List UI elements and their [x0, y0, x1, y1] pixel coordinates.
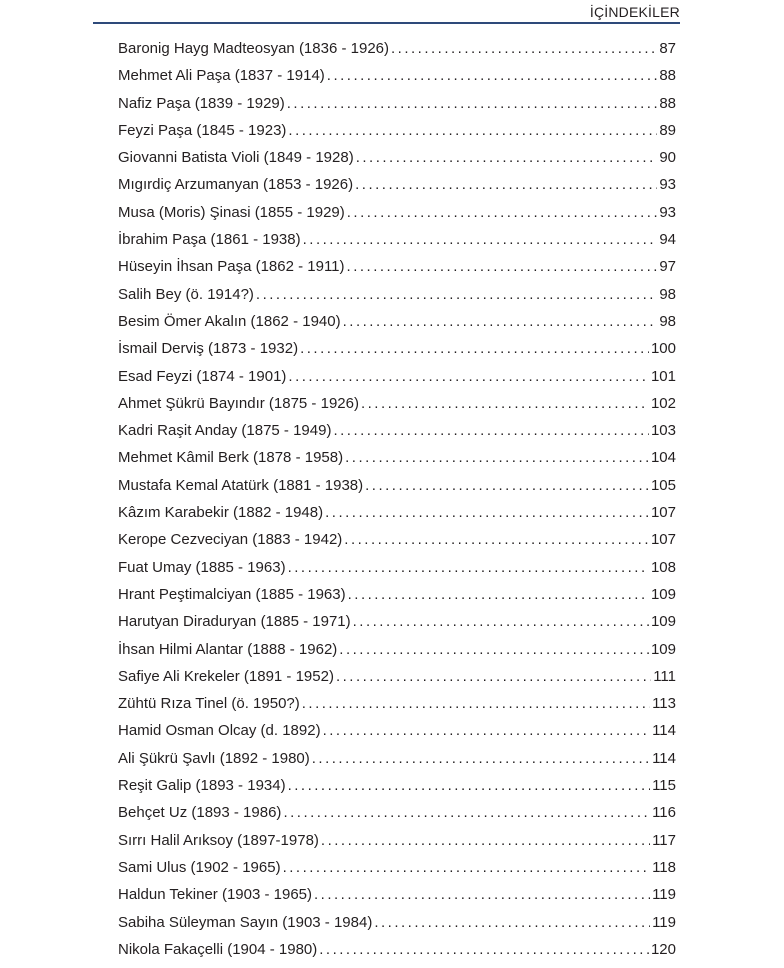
dot-leader: [300, 340, 649, 357]
dot-leader: [288, 368, 649, 385]
toc-entry: [118, 286, 676, 313]
toc-entry: [118, 832, 676, 859]
dot-leader: [323, 722, 651, 739]
dot-leader: [339, 641, 649, 658]
toc-entry-page: 111: [653, 667, 676, 685]
toc-entry: [118, 586, 676, 613]
toc-entry-page: 120: [650, 940, 676, 958]
toc-entry-title: Mıgırdiç Arzumanyan (1853 - 1926): [118, 176, 354, 194]
dot-leader: [343, 313, 658, 330]
toc-entry-page: 89: [659, 121, 676, 139]
toc-entry-page: 97: [659, 258, 676, 276]
dot-leader: [348, 586, 649, 603]
toc-entry: [118, 477, 676, 504]
toc-entry: [118, 886, 676, 913]
toc-entry-page: 109: [650, 585, 676, 603]
toc-entry-page: 109: [650, 640, 676, 658]
dot-leader: [356, 149, 658, 166]
toc-entry: [118, 613, 676, 640]
dot-leader: [391, 40, 657, 57]
toc-entry: [118, 231, 676, 258]
dot-leader: [283, 859, 651, 876]
toc-entry-title: Mehmet Ali Paşa (1837 - 1914): [118, 67, 325, 85]
toc-entry-page: 117: [652, 831, 676, 849]
toc-entry: [118, 149, 676, 176]
toc-entry: [118, 914, 676, 941]
toc-entry-title: Sabiha Süleyman Sayın (1903 - 1984): [118, 913, 373, 931]
toc-entry: [118, 395, 676, 422]
toc-entry-page: 102: [650, 394, 676, 412]
dot-leader: [319, 941, 649, 958]
toc-entry-page: 87: [659, 40, 676, 57]
toc-entry-title: Musa (Moris) Şinasi (1855 - 1929): [118, 203, 345, 221]
dot-leader: [288, 559, 649, 576]
toc-entry-page: 107: [650, 504, 676, 522]
toc-entry-page: 116: [652, 804, 676, 822]
toc-entry-title: İbrahim Paşa (1861 - 1938): [118, 231, 301, 249]
dot-leader: [302, 695, 650, 712]
toc-entry: [118, 559, 676, 586]
dot-leader: [347, 258, 658, 275]
dot-leader: [355, 176, 657, 193]
toc-entry-page: 93: [659, 176, 676, 194]
toc-entry: [118, 368, 676, 395]
toc-entry-title: Feyzi Paşa (1845 - 1923): [118, 121, 287, 139]
dot-leader: [345, 449, 649, 466]
toc-entry: [118, 722, 676, 749]
toc-entry-title: Reşit Galip (1893 - 1934): [118, 777, 286, 795]
toc-entry-page: 113: [652, 695, 676, 713]
toc-entry-title: Salih Bey (ö. 1914?): [118, 285, 254, 303]
toc-entry-page: 88: [659, 94, 676, 112]
toc-entry-title: Sami Ulus (1902 - 1965): [118, 858, 281, 876]
dot-leader: [256, 286, 657, 303]
toc-entry: [118, 668, 676, 695]
dot-leader: [303, 231, 658, 248]
toc-entry-title: Haldun Tekiner (1903 - 1965): [118, 886, 313, 904]
toc-entry: [118, 95, 676, 122]
dot-leader: [353, 613, 649, 630]
toc-entry-page: 90: [659, 149, 676, 167]
toc-entry-title: Sırrı Halil Arıksoy (1897-1978): [118, 831, 319, 849]
toc-entry: [118, 695, 676, 722]
toc-entry: [118, 449, 676, 476]
toc-entry-title: Hüseyin İhsan Paşa (1862 - 1911): [118, 258, 345, 276]
toc-entry: [118, 531, 676, 558]
toc-entry-title: Mustafa Kemal Atatürk (1881 - 1938): [118, 476, 364, 494]
dot-leader: [374, 914, 650, 931]
toc-entry-title: Zühtü Rıza Tinel (ö. 1950?): [118, 695, 300, 713]
toc-entry-title: Fuat Umay (1885 - 1963): [118, 558, 286, 576]
dot-leader: [333, 422, 649, 439]
toc-entry: [118, 422, 676, 449]
dot-leader: [336, 668, 651, 685]
dot-leader: [361, 395, 649, 412]
dot-leader: [287, 95, 658, 112]
toc-entry-title: Hrant Peştimalciyan (1885 - 1963): [118, 585, 346, 603]
toc-entry: [118, 122, 676, 149]
toc-entry-page: 105: [650, 476, 676, 494]
header-rule: [93, 22, 680, 24]
toc-entry-title: Giovanni Batista Violi (1849 - 1928): [118, 149, 354, 167]
toc-entry: [118, 859, 676, 886]
toc-entry-page: 115: [652, 777, 676, 795]
toc-entry: [118, 804, 676, 831]
toc-entry-page: 88: [659, 67, 676, 85]
dot-leader: [321, 832, 650, 849]
toc-entry-page: 114: [652, 722, 676, 740]
toc-entry-title: Esad Feyzi (1874 - 1901): [118, 367, 287, 385]
toc-entry-title: Besim Ömer Akalın (1862 - 1940): [118, 312, 341, 330]
toc-entry-title: Nikola Fakaçelli (1904 - 1980): [118, 940, 318, 958]
dot-leader: [312, 750, 650, 767]
toc-entry-title: Mehmet Kâmil Berk (1878 - 1958): [118, 449, 344, 467]
toc-entry: [118, 641, 676, 668]
toc-entry: [118, 204, 676, 231]
toc-entry-title: Safiye Ali Krekeler (1891 - 1952): [118, 667, 334, 685]
dot-leader: [344, 531, 649, 548]
toc-entry-title: Baronig Hayg Madteosyan (1836 - 1926): [118, 40, 389, 57]
toc-entry: [118, 941, 676, 968]
toc-entry: [118, 176, 676, 203]
toc-entry-title: Ahmet Şükrü Bayındır (1875 - 1926): [118, 394, 359, 412]
toc-entry-page: 100: [650, 340, 676, 358]
toc-entry-page: 108: [650, 558, 676, 576]
toc-entry-page: 109: [650, 613, 676, 631]
toc-entry-page: 98: [659, 312, 676, 330]
dot-leader: [365, 477, 649, 494]
toc-entry-title: İsmail Derviş (1873 - 1932): [118, 340, 299, 358]
toc-entry-title: İhsan Hilmi Alantar (1888 - 1962): [118, 640, 338, 658]
toc-entry: [118, 777, 676, 804]
toc-entry: [118, 40, 676, 67]
toc-entry: [118, 258, 676, 285]
toc-entry-title: Kerope Cezveciyan (1883 - 1942): [118, 531, 343, 549]
toc-entry-title: Kâzım Karabekir (1882 - 1948): [118, 504, 324, 522]
toc-entry: [118, 750, 676, 777]
toc-entry-page: 118: [652, 858, 676, 876]
toc-entry-page: 93: [659, 203, 676, 221]
toc-entry-title: Nafiz Paşa (1839 - 1929): [118, 94, 285, 112]
table-of-contents: [118, 40, 676, 968]
toc-entry-page: 107: [650, 531, 676, 549]
dot-leader: [314, 886, 650, 903]
toc-entry-title: Ali Şükrü Şavlı (1892 - 1980): [118, 749, 310, 767]
toc-entry: [118, 340, 676, 367]
dot-leader: [288, 122, 657, 139]
toc-entry-page: 119: [652, 886, 676, 904]
toc-entry-page: 94: [659, 231, 676, 249]
toc-entry-title: Hamid Osman Olcay (d. 1892): [118, 722, 321, 740]
toc-entry-page: 119: [652, 913, 676, 931]
dot-leader: [347, 204, 658, 221]
dot-leader: [288, 777, 650, 794]
toc-entry-title: Kadri Raşit Anday (1875 - 1949): [118, 422, 332, 440]
dot-leader: [283, 804, 650, 821]
toc-entry-page: 103: [650, 422, 676, 440]
toc-entry-title: Harutyan Diraduryan (1885 - 1971): [118, 613, 351, 631]
toc-entry-title: Behçet Uz (1893 - 1986): [118, 804, 282, 822]
toc-entry: [118, 67, 676, 94]
dot-leader: [325, 504, 649, 521]
dot-leader: [327, 67, 658, 84]
toc-entry-page: 104: [650, 449, 676, 467]
toc-entry-page: 114: [652, 749, 676, 767]
toc-entry: [118, 504, 676, 531]
toc-entry-page: 101: [650, 367, 676, 385]
toc-entry: [118, 313, 676, 340]
toc-entry-page: 98: [659, 285, 676, 303]
running-header: İÇİNDEKİLER: [589, 4, 680, 20]
